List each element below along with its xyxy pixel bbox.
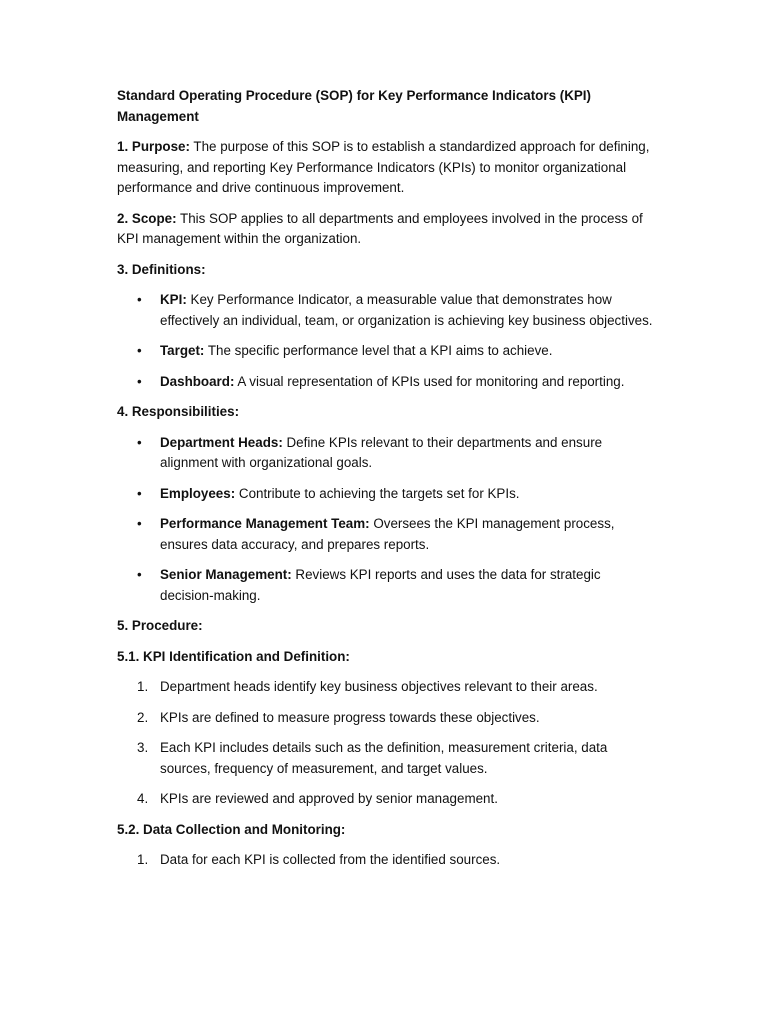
- procedure-section-1-heading: 5.1. KPI Identification and Definition:: [117, 648, 350, 664]
- step-text: Each KPI includes details such as the definition, measurement criteria, data sources, frequency of measurement, and target values.: [160, 740, 608, 776]
- responsibility-term: Employees:: [160, 485, 236, 501]
- responsibility-term: Department Heads:: [160, 434, 283, 450]
- responsibility-text: Oversees the KPI management process, ensures data accuracy, and prepares reports.: [160, 516, 615, 552]
- purpose-paragraph: [117, 137, 657, 199]
- step-text: KPIs are reviewed and approved by senior management.: [160, 791, 498, 806]
- step-text: Department heads identify key business objectives relevant to their areas.: [160, 679, 598, 694]
- step-number: 1.: [137, 852, 149, 867]
- responsibility-term: Senior Management:: [160, 567, 292, 582]
- definitions-heading: 3. Definitions:: [117, 261, 206, 277]
- definitions-list: [117, 290, 657, 392]
- step-number: 3.: [137, 740, 149, 755]
- bullet-icon: •: [137, 292, 142, 307]
- bullet-icon: •: [137, 516, 142, 531]
- step-number: 1.: [137, 679, 149, 694]
- list-item: [117, 677, 657, 698]
- bullet-icon: •: [137, 485, 142, 501]
- document-page: [117, 86, 657, 881]
- list-item: [117, 789, 657, 810]
- bullet-icon: •: [137, 343, 142, 358]
- scope-label: 2. Scope:: [117, 210, 177, 226]
- purpose-label: 1. Purpose:: [117, 139, 190, 154]
- responsibility-text: Reviews KPI reports and uses the data for strategic decision-making.: [160, 567, 601, 603]
- procedure-heading: 5. Procedure:: [117, 618, 203, 633]
- responsibilities-heading: 4. Responsibilities:: [117, 404, 240, 419]
- procedure-section-2-steps: [117, 850, 657, 871]
- definition-text: Key Performance Indicator, a measurable value that demonstrates how effectively an individual, team, or organization is achieving key business objectives.: [160, 292, 653, 328]
- responsibility-text: Define KPIs relevant to their departments and ensure alignment with organizational goals.: [160, 434, 603, 470]
- procedure-section-1-steps: [117, 677, 657, 810]
- list-item: [117, 514, 657, 555]
- list-item: [117, 372, 657, 393]
- bullet-icon: •: [137, 567, 142, 582]
- bullet-icon: •: [137, 373, 142, 389]
- responsibility-term: Performance Management Team:: [160, 516, 370, 531]
- list-item: [117, 484, 657, 505]
- definition-term: Target:: [160, 343, 205, 358]
- definition-text: A visual representation of KPIs used for monitoring and reporting.: [234, 373, 625, 389]
- step-number: 4.: [137, 791, 149, 806]
- scope-paragraph: [117, 209, 657, 250]
- list-item: [117, 738, 657, 779]
- procedure-section-2-heading: 5.2. Data Collection and Monitoring:: [117, 821, 346, 837]
- purpose-text: The purpose of this SOP is to establish a standardized approach for defining, measuring, and reporting Key Performance Indicators (KPIs) to monitor organizational performance and drive continuous improvement.: [117, 139, 650, 195]
- list-item: [117, 341, 657, 362]
- list-item: [117, 708, 657, 729]
- definition-term: KPI:: [160, 292, 187, 307]
- definition-text: The specific performance level that a KPI aims to achieve.: [204, 343, 553, 358]
- step-text: Data for each KPI is collected from the identified sources.: [160, 852, 501, 867]
- list-item: [117, 565, 657, 606]
- bullet-icon: •: [137, 434, 142, 450]
- list-item: [117, 433, 657, 474]
- list-item: [117, 290, 657, 331]
- scope-text: This SOP applies to all departments and employees involved in the process of KPI management within the organization.: [117, 210, 643, 246]
- definition-term: Dashboard:: [160, 373, 235, 389]
- list-item: [117, 850, 657, 871]
- step-number: 2.: [137, 709, 149, 725]
- document-title: Standard Operating Procedure (SOP) for Key Performance Indicators (KPI) Management: [117, 88, 591, 124]
- step-text: KPIs are defined to measure progress towards these objectives.: [160, 709, 540, 725]
- responsibilities-list: [117, 433, 657, 607]
- responsibility-text: Contribute to achieving the targets set for KPIs.: [235, 485, 520, 501]
